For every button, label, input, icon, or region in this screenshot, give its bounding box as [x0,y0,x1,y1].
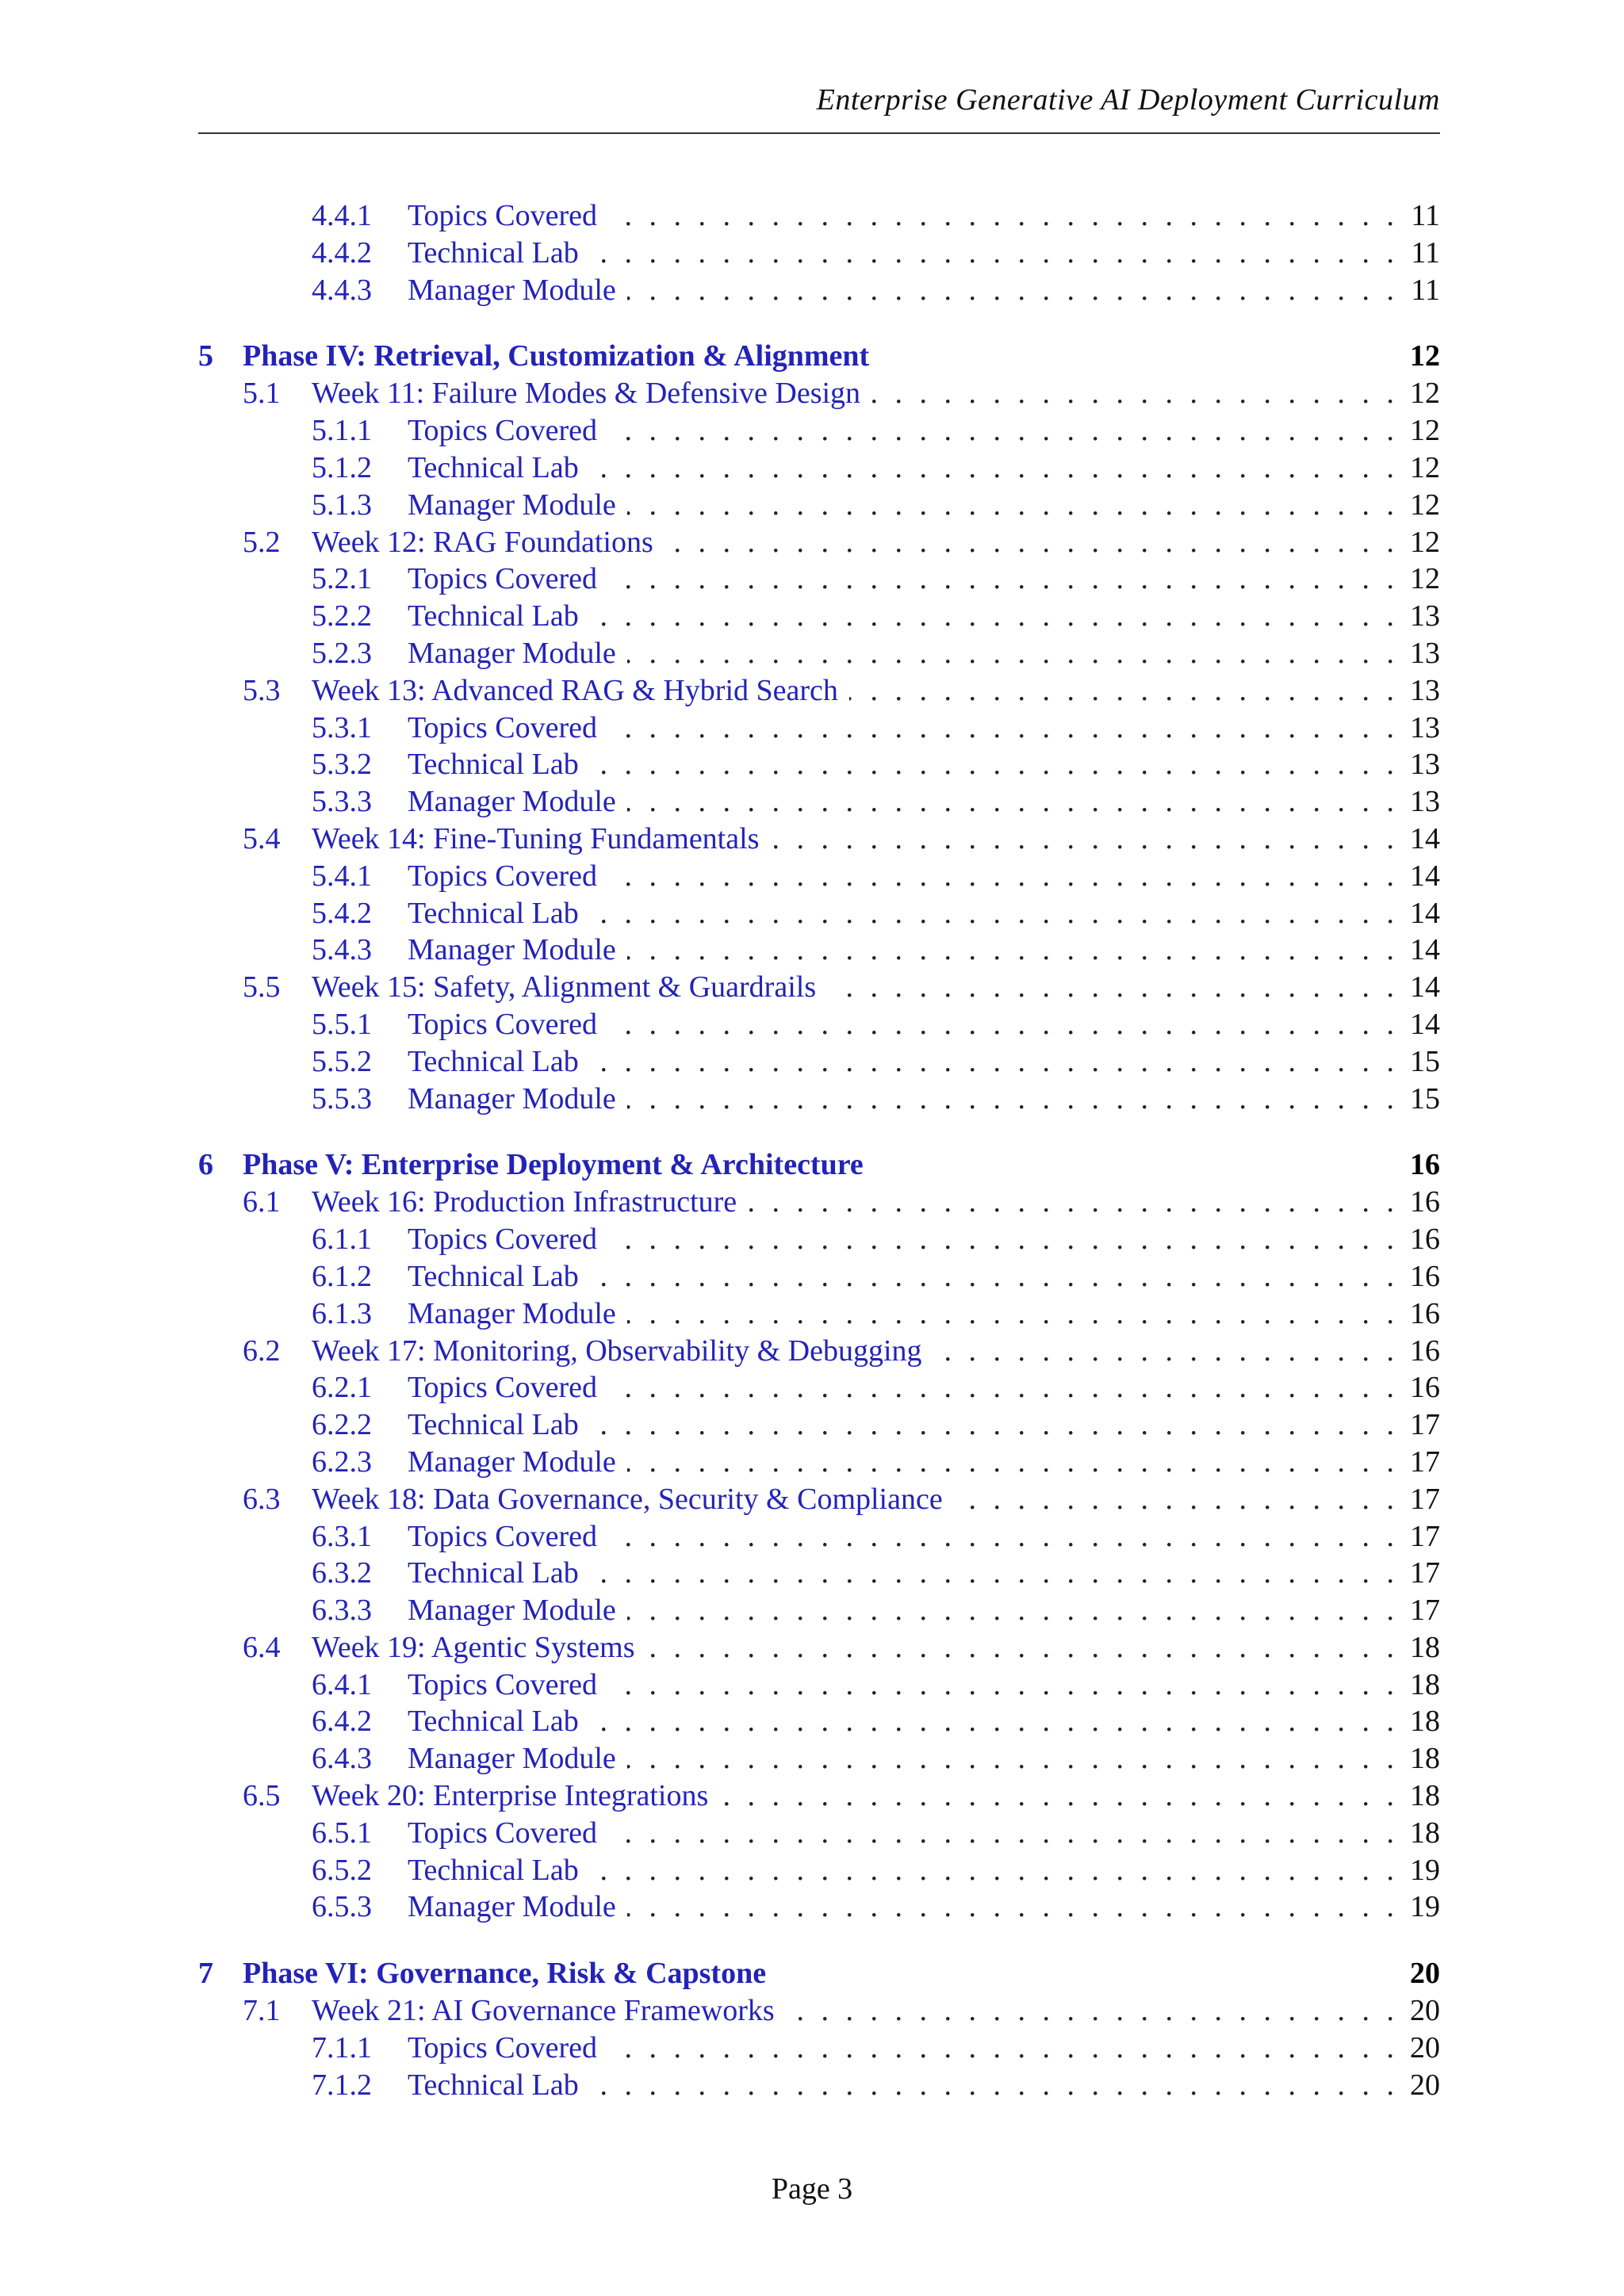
toc-entry-page[interactable]: 16 [1410,1334,1440,1368]
toc-entry-number: 6.5.3 [312,1890,372,1924]
toc-entry-title[interactable]: Manager Module [408,783,627,821]
toc-entry-page[interactable]: 11 [1411,235,1440,270]
toc-entry-number: 5.2.3 [312,636,372,670]
toc-entry-page[interactable]: 18 [1410,1742,1440,1776]
toc-entry-title[interactable]: Week 17: Monitoring, Observability & Debugging [312,1333,933,1370]
toc-entry-number: 6.2.2 [312,1408,372,1442]
toc-entry-subsection-6-2-3[interactable] [198,1444,1440,1481]
toc-entry-page[interactable]: 17 [1410,1482,1440,1516]
toc-entry-title[interactable]: Week 19: Agentic Systems [312,1629,646,1667]
chapter-gap [198,308,1440,337]
toc-entry-number: 6.1.2 [312,1259,372,1293]
toc-entry-section-5-4[interactable] [198,821,1440,858]
toc-entry-title[interactable]: Technical Lab [408,1555,590,1592]
toc-entry-number: 6.4 [243,1630,281,1664]
toc-entry-page[interactable]: 16 [1410,1296,1440,1330]
toc-entry-number: 5.2.1 [312,562,372,596]
toc-entry-subsection-5-2-2[interactable] [198,598,1440,635]
toc-entry-subsection-6-4-1[interactable] [198,1667,1440,1704]
toc-entry-number: 6.1.1 [312,1223,372,1257]
toc-entry-subsection-6-1-3[interactable] [198,1295,1440,1333]
toc-entry-title[interactable]: Topics Covered [408,1221,608,1258]
toc-entry-title[interactable]: Technical Lab [408,746,590,783]
toc-entry-page[interactable]: 18 [1410,1816,1440,1850]
toc-entry-subsection-6-3-2[interactable] [198,1555,1440,1592]
toc-entry-page[interactable]: 20 [1410,2031,1440,2065]
toc-entry-number: 5.1.2 [312,450,372,484]
toc-entry-page[interactable]: 14 [1410,859,1440,893]
toc-entry-number: 5.4.3 [312,933,372,967]
toc-entry-number: 6.4.1 [312,1667,372,1701]
toc-entry-page[interactable]: 17 [1410,1594,1440,1628]
toc-entry-number: 6.2 [243,1334,281,1368]
toc-entry-title[interactable]: Manager Module [408,1081,627,1118]
toc-entry-page[interactable]: 17 [1410,1445,1440,1479]
toc-entry-page[interactable]: 13 [1410,673,1440,707]
toc-entry-page[interactable]: 18 [1410,1705,1440,1739]
toc-entry-number: 6.4.3 [312,1742,372,1776]
toc-entry-page[interactable]: 16 [1410,1371,1440,1405]
toc-entry-subsection-5-5-1[interactable] [198,1006,1440,1043]
toc-entry-number: 5 [198,339,213,373]
toc-entry-section-7-1[interactable] [198,1992,1440,2030]
toc-entry-subsection-7-1-1[interactable] [198,2030,1440,2067]
toc-entry-page[interactable]: 20 [1410,1957,1440,1991]
toc-entry-title[interactable]: Week 18: Data Governance, Security & Compliance [312,1481,954,1518]
toc-entry-title[interactable]: Manager Module [408,1444,627,1481]
toc-entry-number: 4.4.1 [312,199,372,232]
toc-entry-page[interactable]: 12 [1410,525,1440,559]
toc-entry-title[interactable]: Phase V: Enterprise Deployment & Architecture [243,1146,864,1184]
toc-entry-page[interactable]: 18 [1410,1667,1440,1701]
toc-entry-title[interactable]: Technical Lab [408,235,590,272]
toc-entry-number: 5.5 [243,970,281,1004]
toc-entry-title[interactable]: Topics Covered [408,561,608,598]
toc-entry-title[interactable]: Week 13: Advanced RAG & Hybrid Search [312,672,849,710]
toc-entry-page[interactable]: 12 [1410,414,1440,448]
toc-entry-subsection-5-4-3[interactable] [198,932,1440,969]
toc-entry-number: 5.3.1 [312,710,372,744]
toc-entry-number: 6.2.3 [312,1445,372,1479]
toc-entry-subsection-5-1-3[interactable] [198,487,1440,524]
toc-entry-number: 5.3.2 [312,748,372,782]
toc-entry-section-6-3[interactable] [198,1481,1440,1518]
toc-entry-number: 5.5.1 [312,1007,372,1041]
toc-entry-subsection-5-2-1[interactable] [198,561,1440,598]
toc-entry-title[interactable]: Manager Module [408,932,627,969]
toc-entry-number: 4.4.2 [312,235,372,270]
toc-entry-subsection-6-4-2[interactable] [198,1703,1440,1740]
toc-entry-page[interactable]: 16 [1410,1148,1440,1182]
toc-entry-subsection-5-3-2[interactable] [198,746,1440,783]
toc-entry-number: 7.1.2 [312,2068,372,2102]
toc-entry-number: 7 [198,1957,213,1991]
toc-entry-page[interactable]: 14 [1410,821,1440,855]
toc-entry-page[interactable]: 14 [1410,896,1440,930]
toc-entry-subsection-4-4-3[interactable] [198,272,1440,309]
toc-entry-section-5-2[interactable] [198,524,1440,561]
toc-entry-section-6-1[interactable] [198,1184,1440,1221]
toc-entry-subsection-5-2-3[interactable] [198,635,1440,672]
toc-entry-title[interactable]: Topics Covered [408,858,608,895]
toc-entry-page[interactable]: 16 [1410,1223,1440,1257]
toc-entry-number: 5.2.2 [312,599,372,633]
toc-entry-number: 6.1.3 [312,1296,372,1330]
toc-entry-number: 6.5 [243,1779,281,1813]
toc-entry-number: 5.1.3 [312,488,372,522]
toc-entry-title[interactable]: Technical Lab [408,1043,590,1081]
toc-entry-number: 6.3.2 [312,1556,372,1590]
toc-entry-subsection-6-2-1[interactable] [198,1369,1440,1406]
toc-entry-title[interactable]: Phase VI: Governance, Risk & Capstone [243,1954,766,1992]
toc-entry-subsection-5-4-2[interactable] [198,895,1440,932]
header-rule [198,132,1440,134]
toc-entry-page[interactable]: 20 [1410,1994,1440,2028]
toc-entry-page[interactable]: 15 [1410,1044,1440,1078]
toc-entry-number: 5.2 [243,525,281,559]
toc-entry-subsection-6-1-1[interactable] [198,1221,1440,1258]
running-header: Enterprise Generative AI Deployment Curriculum [816,83,1440,117]
chapter-gap [198,1117,1440,1146]
toc-entry-number: 5.4.2 [312,896,372,930]
toc-entry-page[interactable]: 13 [1410,599,1440,633]
toc-entry-number: 6.1 [243,1185,281,1219]
toc-entry-number: 5.1.1 [312,414,372,448]
toc-entry-number: 5.3 [243,673,281,707]
toc-entry-page[interactable]: 18 [1410,1779,1440,1813]
toc-entry-title[interactable]: Week 21: AI Governance Frameworks [312,1992,786,2030]
toc-entry-subsection-6-3-1[interactable] [198,1518,1440,1556]
toc-entry-number: 6.5.1 [312,1816,372,1850]
toc-entry-section-5-1[interactable] [198,375,1440,412]
toc-entry-title[interactable]: Topics Covered [408,1369,608,1406]
toc-entry-number: 5.1 [243,377,281,411]
toc-entry-title[interactable]: Manager Module [408,1740,627,1777]
toc-entry-title[interactable]: Manager Module [408,487,627,524]
toc-entry-title[interactable]: Technical Lab [408,1258,590,1295]
toc-entry-subsection-5-1-2[interactable] [198,450,1440,487]
toc-entry-title[interactable]: Topics Covered [408,197,608,235]
chapter-gap [198,1926,1440,1954]
toc-entry-number: 7.1 [243,1994,281,2028]
toc-entry-number: 6.3 [243,1482,281,1516]
toc-entry-page[interactable]: 19 [1410,1890,1440,1924]
toc-entry-title[interactable]: Technical Lab [408,1406,590,1444]
toc-entry-title[interactable]: Week 14: Fine-Tuning Fundamentals [312,821,770,858]
toc-entry-number: 6.5.2 [312,1853,372,1887]
toc-entry-page[interactable]: 13 [1410,710,1440,744]
toc-entry-number: 4.4.3 [312,273,372,307]
toc-entry-page[interactable]: 12 [1410,377,1440,411]
toc-entry-subsection-6-5-3[interactable] [198,1888,1440,1926]
toc-entry-page[interactable]: 12 [1410,488,1440,522]
toc-entry-title[interactable]: Week 12: RAG Foundations [312,524,665,561]
toc-entry-title[interactable]: Week 11: Failure Modes & Defensive Design [312,375,871,412]
toc-entry-title[interactable]: Topics Covered [408,1815,608,1852]
toc-entry-page[interactable]: 14 [1410,1007,1440,1041]
toc-entry-number: 6 [198,1148,213,1182]
toc-entry-page[interactable]: 18 [1410,1630,1440,1664]
toc-entry-section-6-5[interactable] [198,1777,1440,1815]
toc-entry-page[interactable]: 13 [1410,636,1440,670]
toc-entry-subsection-5-5-2[interactable] [198,1043,1440,1081]
toc-entry-subsection-6-5-1[interactable] [198,1815,1440,1852]
toc-entry-title[interactable]: Week 15: Safety, Alignment & Guardrails [312,969,827,1006]
toc-entry-subsection-6-4-3[interactable] [198,1740,1440,1777]
toc-entry-title[interactable]: Manager Module [408,1888,627,1926]
page-number: Page 3 [771,2172,853,2206]
toc-entry-subsection-6-2-2[interactable] [198,1406,1440,1444]
toc-entry-subsection-5-5-3[interactable] [198,1081,1440,1118]
toc-entry-title[interactable]: Week 20: Enterprise Integrations [312,1777,719,1815]
toc-entry-title[interactable]: Technical Lab [408,1703,590,1740]
toc-entry-title[interactable]: Topics Covered [408,1006,608,1043]
toc-entry-subsection-6-5-2[interactable] [198,1852,1440,1889]
toc-entry-page[interactable]: 17 [1410,1408,1440,1442]
toc-entry-section-6-4[interactable] [198,1629,1440,1667]
toc-entry-title[interactable]: Phase IV: Retrieval, Customization & Alignment [243,337,869,375]
toc-entry-section-5-5[interactable] [198,969,1440,1006]
toc-entry-subsection-5-3-1[interactable] [198,710,1440,747]
toc-entry-subsection-5-4-1[interactable] [198,858,1440,895]
toc-entry-title[interactable]: Manager Module [408,1592,627,1629]
toc-entry-number: 7.1.1 [312,2031,372,2065]
toc-entry-page[interactable]: 15 [1410,1081,1440,1115]
toc-entry-title[interactable]: Topics Covered [408,1518,608,1556]
toc-entry-number: 5.5.2 [312,1044,372,1078]
toc-entry-page[interactable]: 19 [1410,1853,1440,1887]
toc-entry-page[interactable]: 17 [1410,1519,1440,1553]
toc-entry-number: 5.5.3 [312,1081,372,1115]
toc-entry-page[interactable]: 11 [1411,199,1440,232]
toc-entry-title[interactable]: Manager Module [408,635,627,672]
toc-entry-title[interactable]: Technical Lab [408,895,590,932]
toc-entry-page[interactable]: 11 [1411,273,1440,307]
toc-entry-subsection-6-3-3[interactable] [198,1592,1440,1629]
toc-entry-subsection-6-1-2[interactable] [198,1258,1440,1295]
toc-entry-title[interactable]: Technical Lab [408,1852,590,1889]
toc-entry-title[interactable]: Topics Covered [408,710,608,747]
toc-entry-number: 5.4 [243,821,281,855]
toc-entry-title[interactable]: Topics Covered [408,412,608,450]
toc-entry-title[interactable]: Technical Lab [408,2067,590,2104]
toc-entry-page[interactable]: 13 [1410,785,1440,819]
toc-entry-page[interactable]: 12 [1410,339,1440,373]
toc-entry-subsection-7-1-2[interactable] [198,2067,1440,2104]
toc-entry-page[interactable]: 12 [1410,450,1440,484]
toc-entry-title[interactable]: Week 16: Production Infrastructure [312,1184,748,1221]
toc-entry-title[interactable]: Topics Covered [408,2030,608,2067]
toc-entry-number: 5.4.1 [312,859,372,893]
toc-entry-subsection-4-4-1[interactable] [198,197,1440,235]
toc-entry-title[interactable]: Manager Module [408,272,627,309]
toc-entry-page[interactable]: 14 [1410,970,1440,1004]
toc-entry-page[interactable]: 13 [1410,748,1440,782]
toc-entry-chapter-6[interactable] [198,1146,1440,1184]
toc-entry-number: 6.3.1 [312,1519,372,1553]
toc-entry-number: 6.3.3 [312,1594,372,1628]
toc-entry-number: 5.3.3 [312,785,372,819]
toc-entry-subsection-5-3-3[interactable] [198,783,1440,821]
toc-entry-page[interactable]: 17 [1410,1556,1440,1590]
toc-entry-page[interactable]: 16 [1410,1259,1440,1293]
toc-entry-title[interactable]: Technical Lab [408,450,590,487]
toc-entry-subsection-5-1-1[interactable] [198,412,1440,450]
toc-entry-number: 6.4.2 [312,1705,372,1739]
toc-entry-page[interactable]: 12 [1410,562,1440,596]
toc-entry-section-6-2[interactable] [198,1333,1440,1370]
toc-entry-chapter-7[interactable] [198,1954,1440,1992]
toc-entry-number: 6.2.1 [312,1371,372,1405]
toc-entry-page[interactable]: 14 [1410,933,1440,967]
table-of-contents [198,197,1440,2104]
toc-entry-page[interactable]: 20 [1410,2068,1440,2102]
toc-entry-title[interactable]: Manager Module [408,1295,627,1333]
toc-entry-section-5-3[interactable] [198,672,1440,710]
toc-entry-title[interactable]: Technical Lab [408,598,590,635]
toc-entry-chapter-5[interactable] [198,337,1440,375]
toc-entry-page[interactable]: 16 [1410,1185,1440,1219]
toc-entry-title[interactable]: Topics Covered [408,1667,608,1704]
toc-entry-subsection-4-4-2[interactable] [198,235,1440,272]
